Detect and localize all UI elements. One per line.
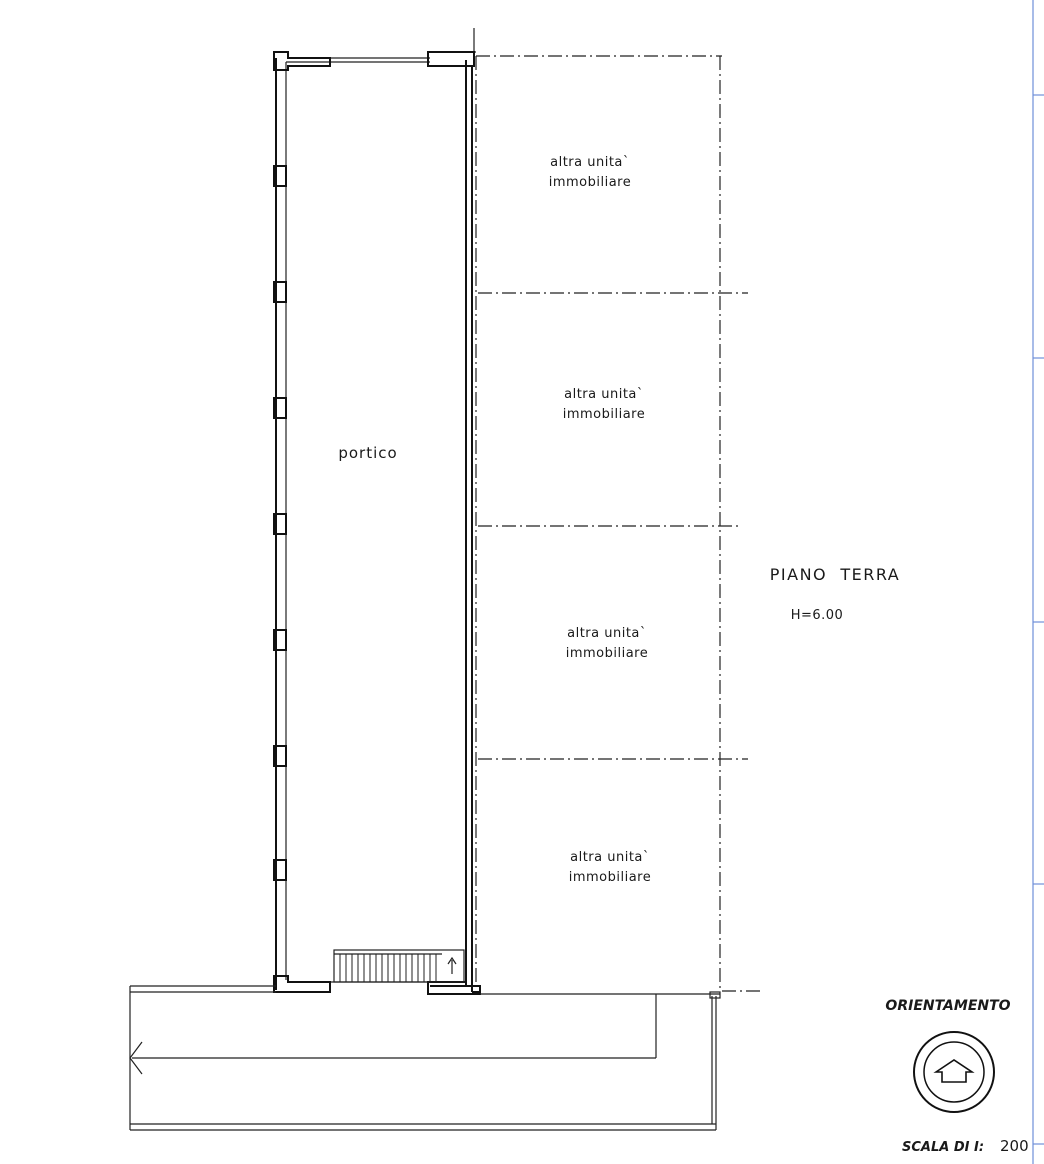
unit-label-1-line2: immobiliare [548, 175, 632, 190]
unit-label-2-line1: altra unita` [564, 387, 644, 402]
scale-label: SCALA DI I: [902, 1140, 985, 1155]
unit-label-4-line2: immobiliare [568, 870, 652, 885]
scale-note [902, 1137, 1029, 1155]
floor-height: H=6.00 [790, 608, 844, 623]
unit-label-2 [563, 387, 646, 422]
unit-label-1-line1: altra unita` [550, 155, 630, 170]
unit-label-1 [549, 155, 632, 190]
page-edge-ruler [1033, 0, 1044, 1164]
north-arrow-icon [936, 1060, 972, 1082]
orientation-inner-ring [924, 1042, 984, 1102]
unit-label-4-line1: altra unita` [570, 850, 650, 865]
staircase [334, 950, 464, 982]
unit-label-3 [566, 626, 649, 661]
portico-label: portico [338, 444, 398, 462]
orientation-outer-ring [914, 1032, 994, 1112]
corner-pillars [274, 52, 480, 994]
unit-label-2-line2: immobiliare [562, 407, 646, 422]
unit-label-4 [569, 850, 652, 885]
portico-outline [276, 28, 480, 992]
scale-value: 200 [1000, 1137, 1029, 1155]
floor-title: PIANO TERRA [769, 565, 901, 584]
courtyard-path [130, 986, 720, 1130]
unit-label-3-line1: altra unita` [567, 626, 647, 641]
unit-label-3-line2: immobiliare [565, 646, 649, 661]
orientation-symbol [885, 998, 1010, 1112]
orientation-label: ORIENTAMENTO [885, 998, 1011, 1014]
